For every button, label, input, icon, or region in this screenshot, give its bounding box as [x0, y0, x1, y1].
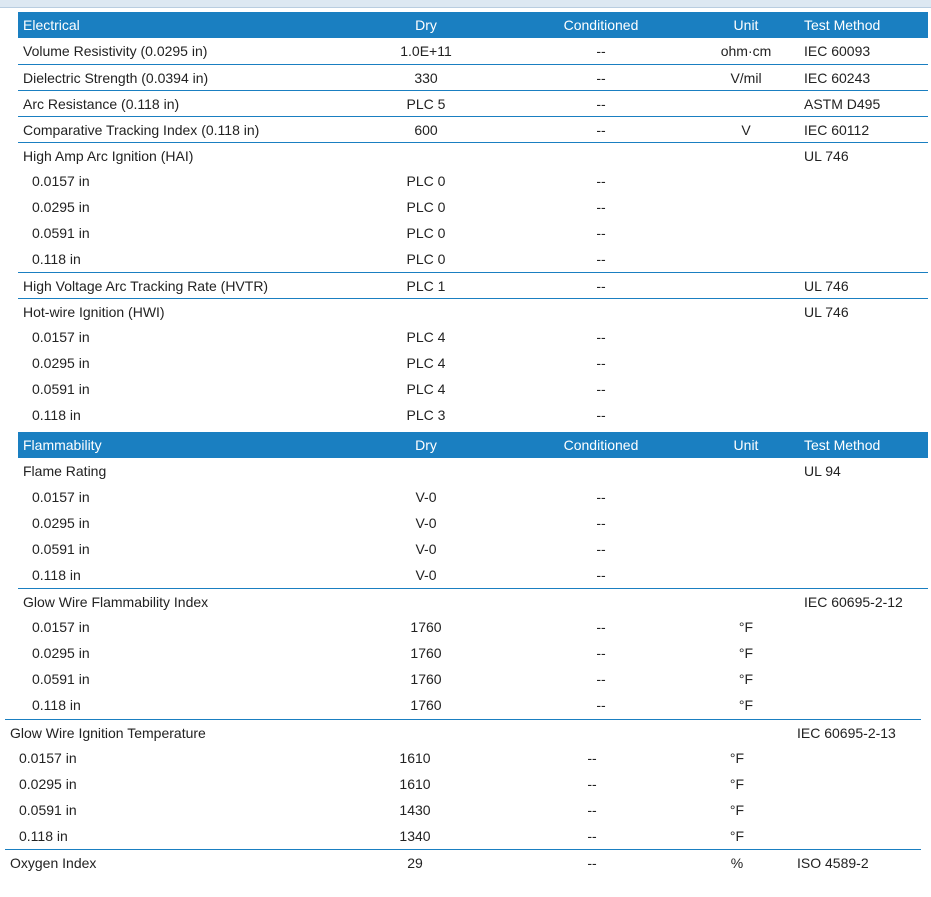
property-name: Flame Rating [23, 463, 107, 479]
unit-value: °F [729, 828, 745, 844]
unit-value [698, 194, 794, 220]
table-row [5, 823, 921, 849]
dry-value: 330 [414, 69, 438, 86]
property-name: Volume Resistivity (0.0295 in) [23, 43, 208, 59]
table-row [18, 220, 928, 246]
electrical-header-row [18, 12, 928, 38]
dry-value: PLC 4 [406, 329, 446, 345]
property-name: 0.0295 in [32, 645, 90, 661]
test-method-value: IEC 60243 [804, 69, 871, 86]
dry-value [358, 458, 494, 484]
dry-value: V-0 [415, 489, 437, 505]
unit-value: °F [738, 697, 754, 713]
property-name: 0.0295 in [32, 515, 90, 531]
conditioned-value: -- [587, 776, 597, 792]
test-method-value: UL 746 [804, 277, 849, 294]
table-row [18, 38, 928, 64]
dry-value: V-0 [415, 541, 437, 557]
conditioned-value: -- [596, 43, 606, 59]
header-conditioned: Conditioned [563, 17, 639, 33]
conditioned-value: -- [596, 225, 606, 241]
property-name: Oxygen Index [10, 854, 97, 871]
table-row [18, 458, 928, 484]
unit-value: °F [738, 619, 754, 635]
unit-value: ohm·cm [720, 43, 772, 59]
conditioned-value: -- [596, 329, 606, 345]
table-row [5, 849, 921, 875]
header-section-title: Electrical [23, 17, 80, 33]
header-unit: Unit [733, 437, 759, 453]
conditioned-value: -- [596, 697, 606, 713]
dry-value: 1610 [399, 776, 431, 792]
conditioned-value: -- [596, 619, 606, 635]
table-row [18, 536, 928, 562]
table-row [18, 90, 928, 116]
property-name: 0.0591 in [32, 381, 90, 397]
conditioned-value [517, 720, 667, 745]
property-name: 0.118 in [32, 697, 81, 713]
dry-value: 29 [407, 854, 423, 871]
unit-value [698, 324, 794, 350]
table-row [5, 771, 921, 797]
test-method-value: UL 746 [804, 147, 849, 164]
unit-value [698, 458, 794, 484]
dry-value: PLC 0 [406, 199, 446, 215]
conditioned-value [526, 589, 676, 614]
table-row [18, 194, 928, 220]
electrical-table [18, 12, 928, 428]
test-method-value: ASTM D495 [804, 95, 881, 112]
table-row [18, 640, 928, 666]
unit-value: °F [738, 645, 754, 661]
dry-value: PLC 4 [406, 355, 446, 371]
dry-value: 600 [414, 121, 438, 138]
dry-value: 1760 [410, 645, 442, 661]
property-name: 0.118 in [32, 251, 81, 267]
table-row [5, 719, 921, 745]
table-row [18, 142, 928, 168]
conditioned-value: -- [596, 69, 606, 86]
table-row [18, 376, 928, 402]
property-name: High Voltage Arc Tracking Rate (HVTR) [23, 277, 269, 294]
property-name: 0.118 in [32, 567, 81, 583]
conditioned-value: -- [596, 515, 606, 531]
property-name: 0.0295 in [19, 776, 77, 792]
property-name: Hot-wire Ignition (HWI) [23, 303, 165, 320]
dry-value: PLC 0 [406, 225, 446, 241]
property-name: 0.0295 in [32, 355, 90, 371]
unit-value: V [741, 121, 751, 138]
property-name: 0.0157 in [19, 750, 77, 766]
unit-value [698, 168, 794, 194]
glow-wire-ignition-rows [5, 719, 921, 875]
test-method-value: UL 746 [804, 303, 849, 320]
table-row [18, 562, 928, 588]
table-row [5, 797, 921, 823]
dry-value: V-0 [415, 515, 437, 531]
dry-value: 1610 [399, 750, 431, 766]
dry-value [358, 589, 494, 614]
header-unit: Unit [733, 17, 759, 33]
unit-value [698, 273, 794, 298]
conditioned-value: -- [596, 277, 606, 294]
dry-value: 1760 [410, 697, 442, 713]
conditioned-value: -- [587, 828, 597, 844]
table-row [18, 588, 928, 614]
test-method-value: IEC 60112 [804, 121, 870, 138]
conditioned-value [526, 458, 676, 484]
conditioned-value: -- [587, 854, 597, 871]
glow-wire-ignition-table [5, 719, 921, 875]
flammability-header-row [18, 432, 928, 458]
dry-value: 1760 [410, 671, 442, 687]
unit-value [698, 510, 794, 536]
dry-value: 1.0E+11 [400, 43, 452, 59]
flammability-table [18, 432, 928, 718]
unit-value [698, 402, 794, 428]
unit-value: °F [738, 671, 754, 687]
table-row [5, 745, 921, 771]
header-section-title: Flammability [23, 437, 102, 453]
unit-value: °F [729, 776, 745, 792]
dry-value: 1340 [399, 828, 431, 844]
table-row [18, 168, 928, 194]
unit-value [698, 376, 794, 402]
unit-value [689, 720, 785, 745]
conditioned-value: -- [596, 355, 606, 371]
test-method-value: UL 94 [804, 463, 841, 479]
unit-value [698, 299, 794, 324]
conditioned-value: -- [587, 750, 597, 766]
unit-value [698, 91, 794, 116]
test-method-value: IEC 60695-2-12 [804, 593, 903, 610]
conditioned-value: -- [596, 541, 606, 557]
electrical-rows [18, 38, 928, 428]
unit-value [698, 220, 794, 246]
property-name: Arc Resistance (0.118 in) [23, 95, 180, 112]
top-scroll-strip [0, 0, 931, 8]
property-name: 0.0157 in [32, 489, 90, 505]
property-name: 0.118 in [19, 828, 68, 844]
dry-value: PLC 4 [406, 381, 446, 397]
flammability-rows [18, 458, 928, 718]
conditioned-value: -- [596, 199, 606, 215]
unit-value [698, 562, 794, 588]
conditioned-value: -- [587, 802, 597, 818]
unit-value: % [730, 854, 744, 871]
dry-value: PLC 1 [406, 277, 446, 294]
unit-value: V/mil [730, 69, 762, 86]
table-row [18, 246, 928, 272]
conditioned-value: -- [596, 381, 606, 397]
dry-value [347, 720, 483, 745]
table-row [18, 272, 928, 298]
property-name: High Amp Arc Ignition (HAI) [23, 147, 194, 164]
property-name: 0.0591 in [32, 225, 90, 241]
table-row [18, 116, 928, 142]
unit-value [698, 246, 794, 272]
dry-value: PLC 3 [406, 407, 446, 423]
property-name: 0.0295 in [32, 199, 90, 215]
table-row [18, 402, 928, 428]
dry-value: PLC 0 [406, 251, 446, 267]
unit-value [698, 484, 794, 510]
dry-value: PLC 5 [406, 95, 446, 112]
table-row [18, 666, 928, 692]
property-name: 0.0591 in [32, 541, 90, 557]
table-row [18, 484, 928, 510]
table-row [18, 614, 928, 640]
conditioned-value: -- [596, 671, 606, 687]
dry-value: V-0 [415, 567, 437, 583]
unit-value [698, 143, 794, 168]
test-method-value: ISO 4589-2 [797, 854, 869, 871]
conditioned-value: -- [596, 251, 606, 267]
test-method-value: IEC 60695-2-13 [797, 724, 896, 741]
conditioned-value: -- [596, 567, 606, 583]
property-name: 0.0157 in [32, 619, 90, 635]
table-row [18, 510, 928, 536]
property-name: 0.0157 in [32, 173, 90, 189]
header-dry: Dry [415, 17, 437, 33]
property-name: 0.0591 in [19, 802, 77, 818]
unit-value: °F [729, 802, 745, 818]
dry-value: PLC 0 [406, 173, 446, 189]
table-row [18, 692, 928, 718]
property-name: Dielectric Strength (0.0394 in) [23, 69, 209, 86]
conditioned-value: -- [596, 173, 606, 189]
header-dry: Dry [415, 437, 437, 453]
property-name: Glow Wire Ignition Temperature [10, 724, 206, 741]
table-row [18, 298, 928, 324]
conditioned-value: -- [596, 489, 606, 505]
unit-value [698, 589, 794, 614]
property-name: 0.118 in [32, 407, 81, 423]
property-name: 0.0591 in [32, 671, 90, 687]
conditioned-value [526, 299, 676, 324]
property-name: 0.0157 in [32, 329, 90, 345]
table-row [18, 350, 928, 376]
test-method-value: IEC 60093 [804, 43, 871, 59]
dry-value: 1760 [410, 619, 442, 635]
unit-value [698, 536, 794, 562]
property-name: Comparative Tracking Index (0.118 in) [23, 121, 260, 138]
table-row [18, 64, 928, 90]
dry-value [358, 143, 494, 168]
header-test-method: Test Method [804, 17, 881, 33]
conditioned-value: -- [596, 645, 606, 661]
conditioned-value: -- [596, 121, 606, 138]
dry-value: 1430 [399, 802, 431, 818]
unit-value [698, 350, 794, 376]
conditioned-value: -- [596, 407, 606, 423]
header-conditioned: Conditioned [563, 437, 639, 453]
dry-value [358, 299, 494, 324]
header-test-method: Test Method [804, 437, 881, 453]
unit-value: °F [729, 750, 745, 766]
conditioned-value: -- [596, 95, 606, 112]
property-name: Glow Wire Flammability Index [23, 593, 209, 610]
table-row [18, 324, 928, 350]
conditioned-value [526, 143, 676, 168]
